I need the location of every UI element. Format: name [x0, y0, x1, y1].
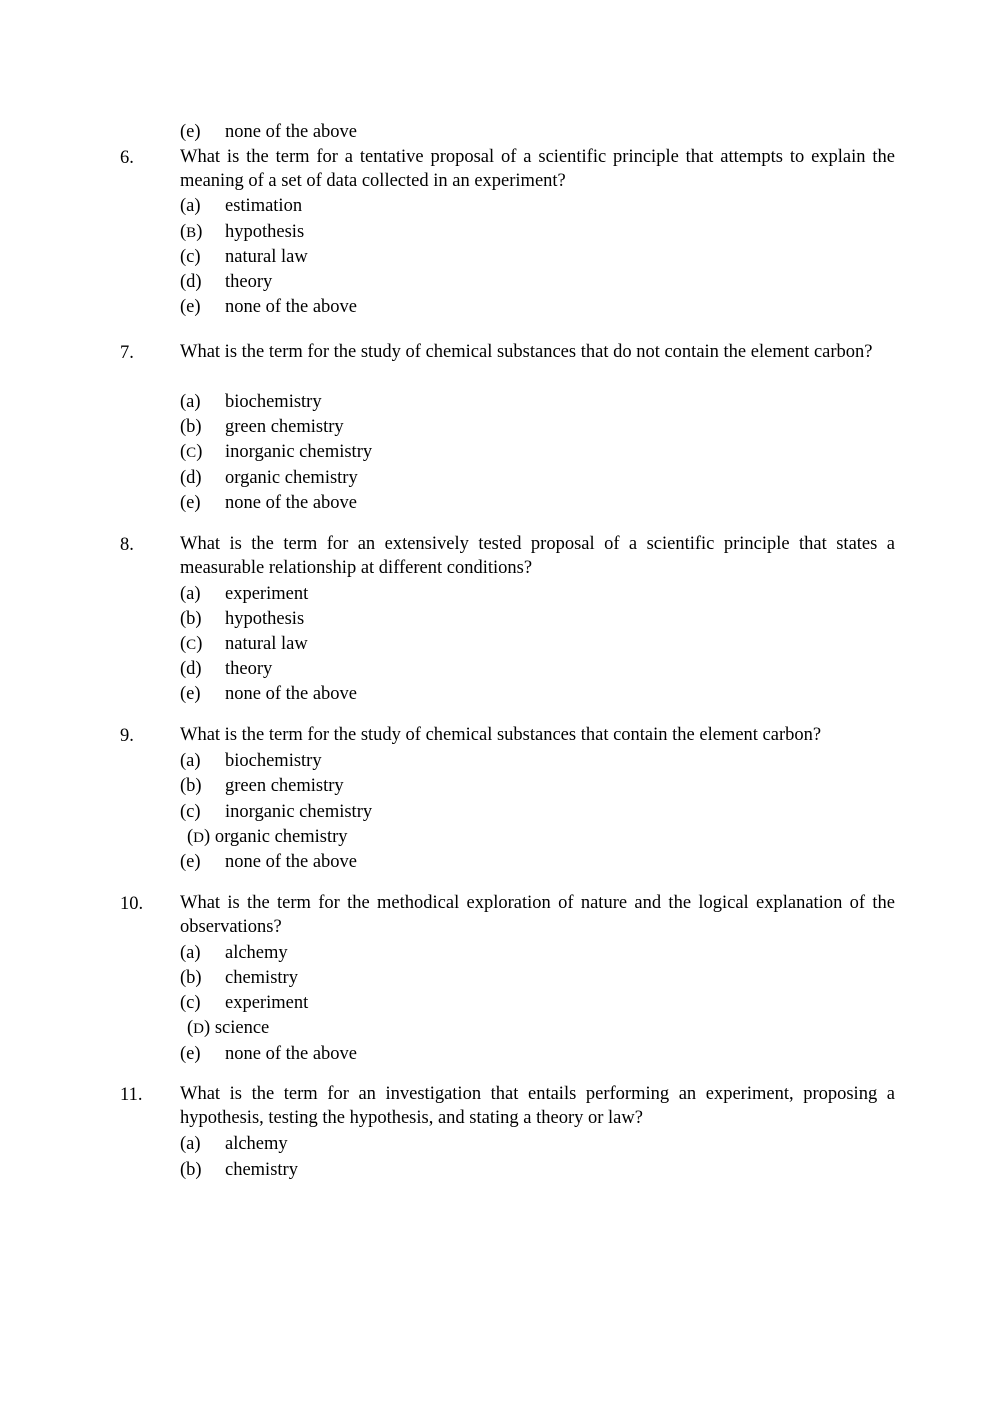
- option-letter: (d): [180, 659, 202, 679]
- question-text: What is the term for the methodical exploration of nature and the logical explanation of the observations?: [180, 893, 895, 937]
- option-text: biochemistry: [225, 392, 322, 412]
- option-text: none of the above: [225, 684, 358, 704]
- option-letter: (e): [180, 1044, 201, 1064]
- option-letter: (e): [180, 493, 201, 513]
- option-letter: (a): [180, 1134, 201, 1154]
- option-letter: (a): [180, 943, 201, 963]
- option-letter: (b): [180, 609, 202, 629]
- question-text: What is the term for the study of chemical substances that do not contain the element carbon?: [180, 342, 873, 362]
- option-text: alchemy: [225, 1134, 288, 1154]
- question-number: 8.: [120, 535, 134, 555]
- option-letter: (a): [180, 751, 201, 771]
- option-letter: (a): [180, 392, 201, 412]
- option-text: theory: [225, 659, 273, 679]
- question-text: What is the term for the study of chemical substances that contain the element carbon?: [180, 725, 822, 745]
- option-letter: (b): [180, 968, 202, 988]
- question-number: 11.: [120, 1085, 143, 1105]
- option-letter: (b): [180, 1160, 202, 1180]
- option-inline-marked: (D) organic chemistry: [187, 827, 348, 847]
- option-text: organic chemistry: [225, 468, 358, 488]
- option-text: none of the above: [225, 1044, 358, 1064]
- option-text: experiment: [225, 584, 309, 604]
- option-letter: (d): [180, 272, 202, 292]
- option-letter: (c): [180, 247, 201, 267]
- question-number: 6.: [120, 148, 134, 168]
- option-text: hypothesis: [225, 609, 305, 629]
- option-inline-marked: (D) science: [187, 1018, 270, 1038]
- option-text: green chemistry: [225, 776, 344, 796]
- option-letter: (e): [180, 122, 201, 142]
- option-text: chemistry: [225, 968, 298, 988]
- question-text: What is the term for an extensively tested proposal of a scientific principle that states a measurable relationship at different conditions?: [180, 534, 895, 578]
- option-letter: (b): [180, 776, 202, 796]
- option-text: inorganic chemistry: [225, 442, 373, 462]
- option-text: none of the above: [225, 297, 358, 317]
- option-text: experiment: [225, 993, 309, 1013]
- option-letter: (e): [180, 852, 201, 872]
- option-text: natural law: [225, 247, 308, 267]
- option-text: green chemistry: [225, 417, 344, 437]
- option-letter: (c): [180, 802, 201, 822]
- question-number: 7.: [120, 343, 134, 363]
- option-letter: (e): [180, 684, 201, 704]
- option-letter: (e): [180, 297, 201, 317]
- option-letter: (c): [180, 993, 201, 1013]
- option-letter-marked: (C): [180, 634, 203, 654]
- option-letter: (a): [180, 584, 201, 604]
- option-letter: (b): [180, 417, 202, 437]
- option-text: none of the above: [225, 852, 358, 872]
- option-letter: (d): [180, 468, 202, 488]
- option-text: hypothesis: [225, 222, 305, 242]
- option-text: none of the above: [225, 122, 358, 142]
- option-text: chemistry: [225, 1160, 298, 1180]
- question-number: 10.: [120, 894, 144, 914]
- option-text: inorganic chemistry: [225, 802, 373, 822]
- option-text: natural law: [225, 634, 308, 654]
- option-letter-marked: (C): [180, 442, 203, 462]
- option-text: alchemy: [225, 943, 288, 963]
- question-text: What is the term for an investigation that entails performing an experiment, proposing a hypothesis, testing the hypothesis, and stating a theory or law?: [180, 1084, 895, 1128]
- option-text: estimation: [225, 196, 303, 216]
- option-text: none of the above: [225, 493, 358, 513]
- question-number: 9.: [120, 726, 134, 746]
- option-letter-marked: (B): [180, 222, 203, 242]
- option-text: theory: [225, 272, 273, 292]
- option-letter: (a): [180, 196, 201, 216]
- option-text: biochemistry: [225, 751, 322, 771]
- question-text: What is the term for a tentative proposal of a scientific principle that attempts to explain the meaning of a set of data collected in an experiment?: [180, 147, 895, 191]
